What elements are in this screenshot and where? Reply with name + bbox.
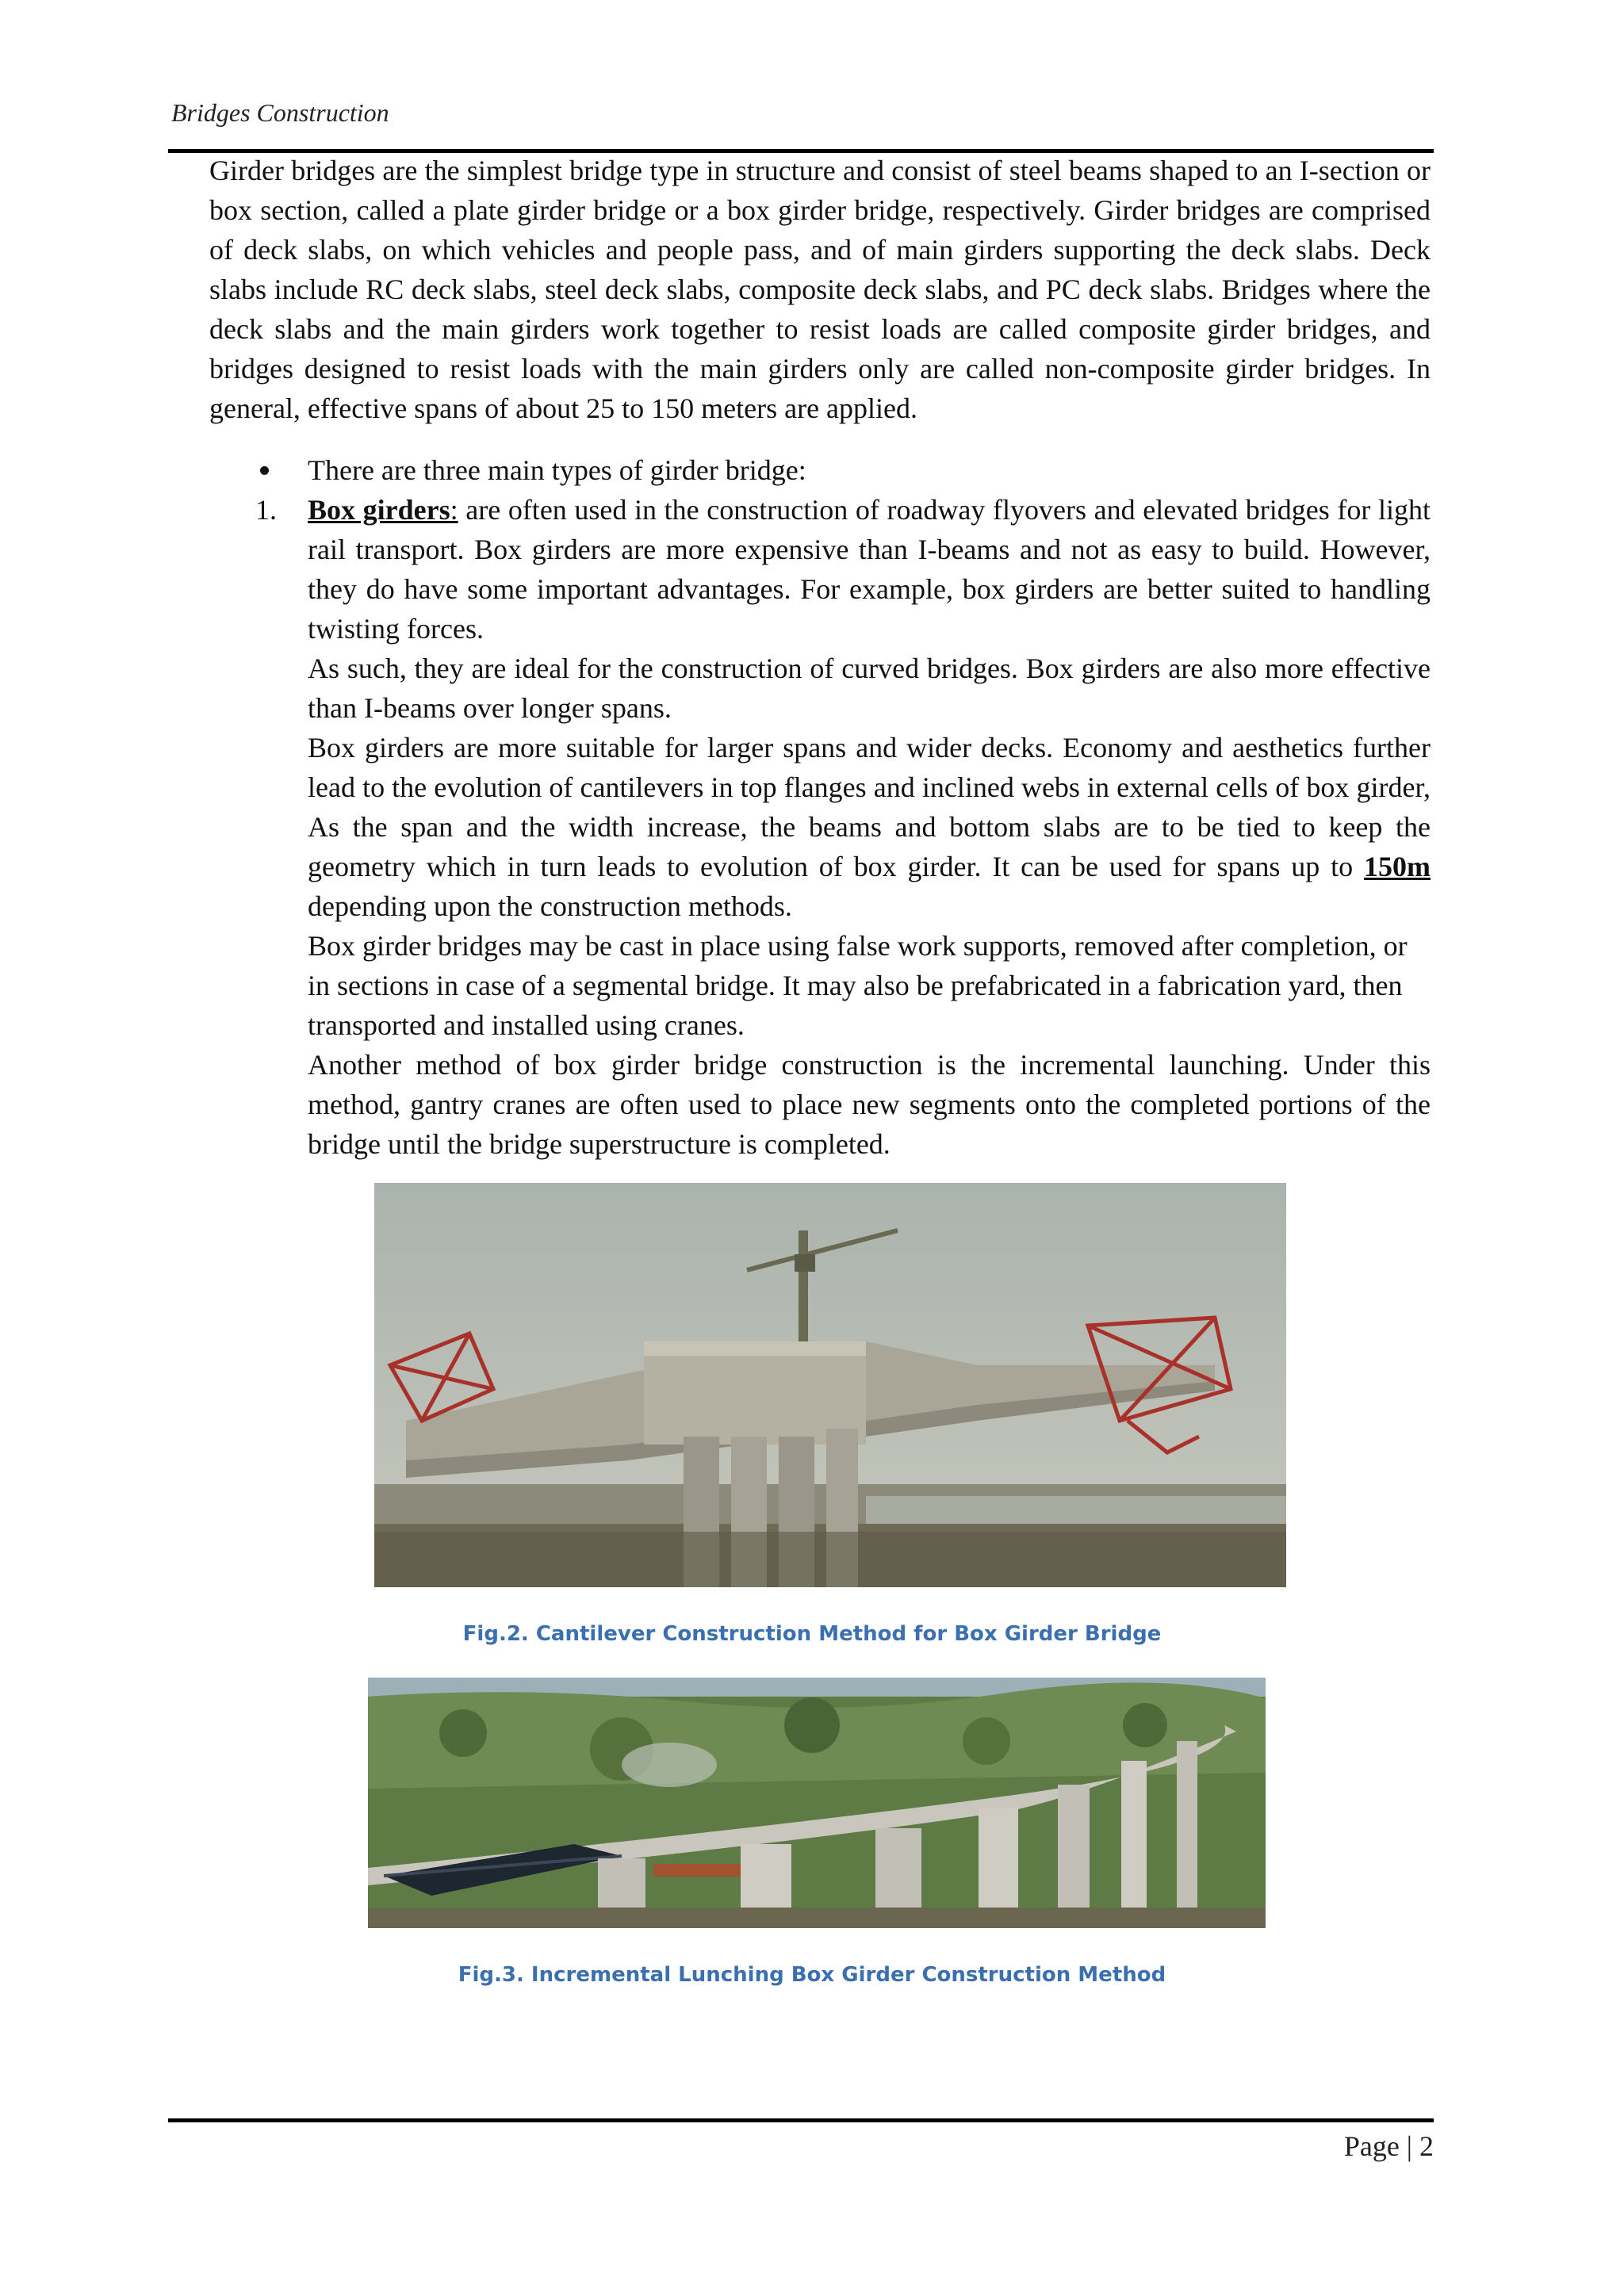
figure-caption-cantilever: Fig.2. Cantilever Construction Method for Box Girder Bridge — [462, 1622, 1162, 1646]
paragraph-larger-spans — [209, 728, 1431, 926]
intro-paragraph: Girder bridges are the simplest bridge type in structure and consist of steel beams shaped to an I-section or box section, called a plate girder bridge or a box girder bridge, respectively. Girder bridges are comprised of deck slabs, on which vehicles and people pass, and of main girders supporting the deck slabs. Deck slabs include RC deck slabs, steel deck slabs, composite deck slabs, and PC deck slabs. Bridges where the deck slabs and the main girders work together to resist loads are called composite girder bridges, and bridges designed to resist loads with the main girders only are called non-composite girder bridges. In general, effective spans of about 25 to 150 meters are applied. — [209, 155, 1431, 424]
numbered-item-box-girders — [209, 490, 1431, 649]
footer-rule — [168, 2118, 1434, 2122]
figure-incremental-launching-photo — [368, 1678, 1266, 1928]
term-box-girders: Box girders — [308, 494, 450, 526]
figure-caption-incremental: Fig.3. Incremental Lunching Box Girder Construction Method — [458, 1963, 1166, 1987]
body-text — [209, 151, 1431, 1164]
bullet-icon — [260, 466, 269, 475]
item-number: 1. — [255, 494, 277, 526]
para3-text-after: depending upon the construction methods. — [308, 890, 792, 922]
term-colon: : — [450, 494, 458, 526]
paragraph-cast-in-place: Box girder bridges may be cast in place using false work supports, removed after completion, or in sections in case of a segmental bridge. It may also be prefabricated in a fabrication yard, then transported and installed using cranes. — [308, 930, 1408, 1041]
span-length-150m: 150m — [1364, 851, 1431, 882]
paragraph-curved-bridges: As such, they are ideal for the construction of curved bridges. Box girders are also more effective than I-beams over longer spans. — [308, 652, 1431, 724]
item-text: are often used in the construction of roadway flyovers and elevated bridges for light rail transport. Box girders are more expensive than I-beams and not as easy to build. However, they do have some important advantages. For example, box girders are better suited to handling twisting forces. — [308, 494, 1431, 645]
paragraph-incremental-launching: Another method of box girder bridge construction is the incremental launching. Under this method, gantry cranes are often used to place new segments onto the completed portions of the bridge until the bridge superstructure is completed. — [308, 1049, 1431, 1160]
bullet-text: There are three main types of girder bridge: — [308, 454, 806, 486]
bullet-item — [209, 450, 1431, 490]
figure-cantilever-construction-photo — [374, 1183, 1286, 1587]
running-header: Bridges Construction — [171, 98, 389, 127]
para3-text-before: Box girders are more suitable for larger spans and wider decks. Economy and aesthetics further lead to the evolution of cantilevers in top flanges and inclined webs in external cells of box girder, As the span and the width increase, the beams and bottom slabs are to be tied to keep the geometry which in turn leads to evolution of box girder. It can be used for spans up to — [308, 732, 1431, 882]
page-number: Page | 2 — [1343, 2130, 1434, 2162]
